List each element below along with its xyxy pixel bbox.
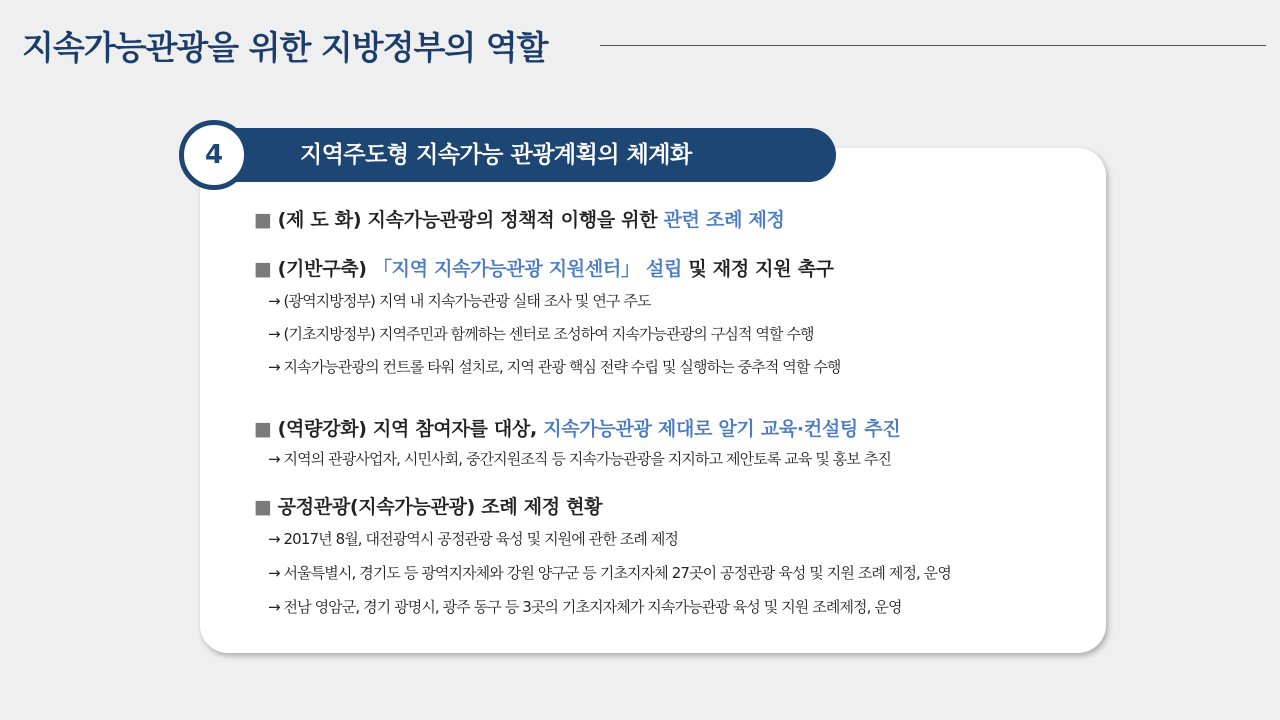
bullet-heading-infrastructure [254, 254, 834, 281]
bullet-heading-ordinance-status [254, 492, 602, 519]
sub-item: → 서울특별시, 경기도 등 광역지자체와 강원 양구군 등 기초지자체 27곳이 공정관광 육성 및 지원 조례 제정, 운영 [268, 564, 951, 582]
square-bullet-icon: ■ [254, 209, 272, 231]
heading-text: 공정관광(지속가능관광) 조례 제정 현황 [277, 496, 603, 518]
square-bullet-icon: ■ [254, 496, 272, 518]
sub-item: → 2017년 8월, 대전광역시 공정관광 육성 및 지원에 관한 조례 제정 [268, 530, 679, 548]
heading-highlight: 관련 조례 제정 [663, 209, 785, 231]
page-title: 지속가능관광을 위한 지방정부의 역할 [22, 28, 548, 67]
square-bullet-icon: ■ [254, 258, 272, 280]
sub-item: → 전남 영암군, 경기 광명시, 광주 동구 등 3곳의 기초지자체가 지속가능관광 육성 및 지원 조례제정, 운영 [268, 598, 902, 616]
section-title: 지역주도형 지속가능 관광계획의 체계화 [300, 142, 692, 168]
bullet-heading-capacity [254, 414, 900, 441]
heading-text: (기반구축) [277, 258, 373, 280]
sub-item: → 지속가능관광의 컨트롤 타워 설치로, 지역 관광 핵심 전략 수립 및 실행하는 중추적 역할 수행 [268, 358, 841, 376]
heading-highlight: 「지역 지속가능관광 지원센터」 설립 [372, 258, 683, 280]
title-divider [600, 45, 1266, 46]
heading-highlight: 지속가능관광 제대로 알기 교육·컨설팅 추진 [543, 418, 901, 440]
heading-text: (제 도 화) 지속가능관광의 정책적 이행을 위한 [277, 209, 664, 231]
sub-item: → (광역지방정부) 지역 내 지속가능관광 실태 조사 및 연구 주도 [268, 292, 651, 310]
section-number-badge: 4 [179, 120, 249, 190]
heading-text-suffix: 및 재정 지원 촉구 [682, 258, 834, 280]
heading-text: (역량강화) 지역 참여자를 대상, [277, 418, 544, 440]
sub-item: → 지역의 관광사업자, 시민사회, 중간지원조직 등 지속가능관광을 지지하고 제안토록 교육 및 홍보 추진 [268, 450, 892, 468]
bullet-heading-institutionalization [254, 205, 785, 232]
square-bullet-icon: ■ [254, 418, 272, 440]
sub-item: → (기초지방정부) 지역주민과 함께하는 센터로 조성하여 지속가능관광의 구심적 역할 수행 [268, 325, 814, 343]
